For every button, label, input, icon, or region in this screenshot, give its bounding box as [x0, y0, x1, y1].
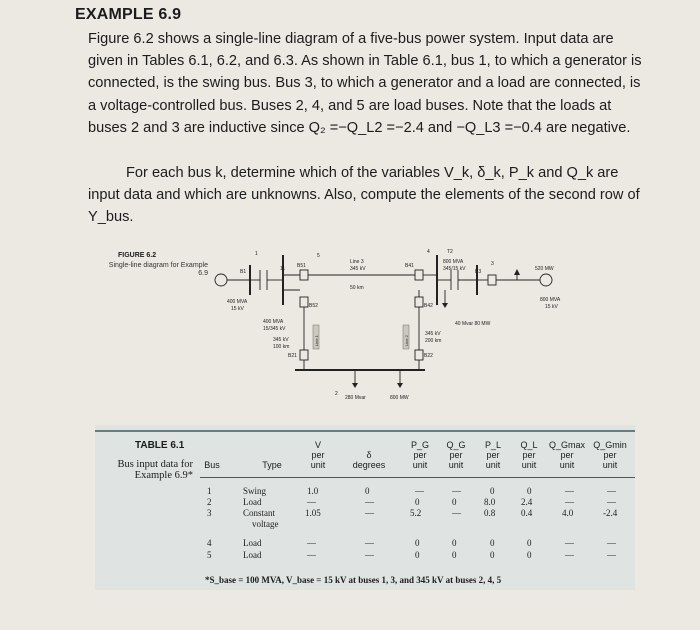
r5-type: Load: [243, 550, 262, 560]
example-heading: EXAMPLE 6.9: [75, 6, 182, 23]
col-qgmax-l3: unit: [559, 460, 575, 470]
col-delta: [344, 450, 394, 470]
generator-1-symbol: [215, 274, 227, 286]
r2-pl: 8.0: [484, 497, 496, 507]
paragraph-1: Figure 6.2 shows a single-line diagram of a five-bus power system. Input data are given in Tables 6.1, 6.2, and 6.3. As shown in Table 6.1, bus 1, to which a generator is connected, is the swing bus. Bus 3, to which a generator and a load are connected, is a voltage-controlled bus. Buses 2, 4, and 5 are load buses. Note that the loads at buses 2 and 3 are inductive since Q₂ =−Q_L2 =−2.4 and −Q_L3 =−0.4 are negative.: [88, 31, 642, 136]
r5-d: —: [365, 550, 374, 560]
r4-ql: 0: [527, 538, 532, 548]
col-qg-l2: per: [449, 450, 463, 460]
bus2-load-q: 280 Mvar: [345, 395, 366, 401]
r3-v: 1.05: [305, 508, 321, 518]
r1-pl: 0: [490, 486, 495, 496]
line2-name: Line 2: [404, 335, 409, 346]
r1-v: 1.0: [307, 486, 319, 496]
gen1-kv: 15 kV: [231, 306, 244, 312]
r5-qg: 0: [452, 550, 457, 560]
r3-qg: —: [452, 508, 461, 518]
line1-km: 100 km: [273, 344, 290, 350]
r3-qgmin: -2.4: [603, 508, 618, 518]
t1-mva: 400 MVA: [263, 319, 284, 325]
r4-d: —: [365, 538, 374, 548]
r3-type-line2: voltage: [252, 519, 279, 529]
label-b21: B21: [288, 353, 297, 359]
table-title: TABLE 6.1: [135, 440, 185, 451]
r1-pg: —: [415, 486, 424, 496]
line3-name: Line 3: [350, 259, 364, 265]
table-caption: Bus input data for Example 6.9*: [117, 459, 193, 481]
breaker-b42: [415, 297, 423, 307]
t2-mva: 800 MVA: [443, 259, 464, 265]
r1-bus: 1: [207, 486, 212, 496]
col-qgmax-l2: per: [560, 450, 574, 460]
table-header-rule: [200, 477, 635, 478]
r5-qgmin: —: [607, 550, 616, 560]
r4-qgmax: —: [565, 538, 574, 548]
bus2-load-p: 800 MW: [390, 395, 409, 401]
generator-3-symbol: [540, 274, 552, 286]
r3-bus: 3: [207, 508, 212, 518]
r2-qgmin: —: [607, 497, 616, 507]
breaker-b51: [300, 270, 308, 280]
r2-v: —: [307, 497, 316, 507]
label-t2: T2: [447, 249, 453, 255]
label-bus3: 3: [491, 261, 494, 267]
col-pg-l3: unit: [412, 460, 428, 470]
label-t1: 11: [280, 266, 286, 272]
line1-kv: 345 kV: [273, 337, 289, 343]
gen1-mva: 400 MVA: [227, 299, 248, 305]
r2-type: Load: [243, 497, 262, 507]
label-bus1: 1: [255, 251, 258, 257]
gen3-mva: 800 MVA: [540, 297, 561, 303]
breaker-b52: [300, 297, 308, 307]
r5-pg: 0: [415, 550, 420, 560]
col-pl-l3: unit: [485, 460, 501, 470]
label-bus5: 5: [317, 253, 320, 259]
r2-qg: 0: [452, 497, 457, 507]
col-pl-l1: P_L: [484, 440, 501, 450]
col-pl: [473, 440, 513, 470]
label-bus2: 2: [335, 391, 338, 397]
label-b3: B3: [475, 269, 482, 275]
table-top-rule: [95, 430, 635, 432]
r5-pl: 0: [490, 550, 495, 560]
col-pl-l2: per: [486, 450, 500, 460]
col-qgmin-l1: Q_Gmin: [593, 440, 627, 450]
col-v: [298, 440, 338, 470]
r2-bus: 2: [207, 497, 212, 507]
r5-v: —: [307, 550, 316, 560]
r1-qgmax: —: [565, 486, 574, 496]
r4-type: Load: [243, 538, 262, 548]
r5-bus: 5: [207, 550, 212, 560]
label-b22: B22: [424, 353, 433, 359]
r4-bus: 4: [207, 538, 212, 548]
r1-ql: 0: [527, 486, 532, 496]
col-delta-l2: degrees: [352, 460, 386, 470]
r2-ql: 2.4: [521, 497, 533, 507]
col-qgmax: [547, 440, 587, 470]
label-b1: B1: [240, 269, 247, 275]
col-v-l1: V: [314, 440, 321, 450]
r2-pg: 0: [415, 497, 420, 507]
r1-d: 0: [365, 486, 370, 496]
r4-v: —: [307, 538, 316, 548]
figure-label: FIGURE 6.2: [118, 252, 157, 259]
gen3-load: 520 MW: [535, 266, 554, 272]
r5-qgmax: —: [565, 550, 574, 560]
r3-pg: 5.2: [410, 508, 422, 518]
table-footnote: *S_base = 100 MVA, V_base = 15 kV at buses 1, 3, and 345 kV at buses 2, 4, 5: [205, 575, 502, 585]
col-qg: [436, 440, 476, 470]
col-qgmax-l1: Q_Gmax: [548, 440, 585, 450]
col-qgmin-l2: per: [603, 450, 617, 460]
col-qg-l1: Q_G: [446, 440, 466, 450]
label-b51: B51: [297, 263, 306, 269]
r4-qgmin: —: [607, 538, 616, 548]
breaker-b21: [300, 350, 308, 360]
r3-qgmax: 4.0: [562, 508, 574, 518]
r3-type: Constant: [243, 508, 276, 518]
r4-qg: 0: [452, 538, 457, 548]
col-pg: [400, 440, 440, 470]
col-ql-l1: Q_L: [520, 440, 538, 450]
r4-pg: 0: [415, 538, 420, 548]
r3-pl: 0.8: [484, 508, 496, 518]
col-bus: Bus: [204, 460, 220, 470]
t1-kv: 15/345 kV: [263, 326, 286, 332]
col-ql: [509, 440, 549, 470]
col-qgmin-l3: unit: [602, 460, 618, 470]
label-b42: B42: [424, 303, 433, 309]
col-ql-l3: unit: [521, 460, 537, 470]
col-qg-l3: unit: [448, 460, 464, 470]
t2-kv: 345/15 kV: [443, 266, 466, 272]
r1-type: Swing: [243, 486, 267, 496]
label-b41: B41: [405, 263, 414, 269]
line3-kv: 345 kV: [350, 266, 366, 272]
col-v-l3: unit: [310, 460, 326, 470]
r4-pl: 0: [490, 538, 495, 548]
line2-km: 200 km: [425, 338, 442, 344]
breaker-b3: [488, 275, 496, 285]
line1-name: Line 1: [314, 335, 319, 346]
r3-ql: 0.4: [521, 508, 533, 518]
paragraph-2: [88, 162, 648, 229]
single-line-diagram: [205, 245, 625, 410]
line2-kv: 345 kV: [425, 331, 441, 337]
r1-qg: —: [452, 486, 461, 496]
figure-caption: Single-line diagram for Example 6.9: [108, 262, 208, 277]
r3-d: —: [365, 508, 374, 518]
line3-km: 50 km: [350, 285, 364, 291]
col-v-l2: per: [311, 450, 325, 460]
gen3-kv: 15 kV: [545, 304, 558, 310]
r1-qgmin: —: [607, 486, 616, 496]
breaker-b41: [415, 270, 423, 280]
col-qgmin: [590, 440, 630, 470]
col-pg-l1: P_G: [410, 440, 429, 450]
col-ql-l2: per: [522, 450, 536, 460]
breaker-b22: [415, 350, 423, 360]
r2-d: —: [365, 497, 374, 507]
bus4-load: 40 Mvar 80 MW: [455, 321, 491, 327]
paragraph-2-text: For each bus k, determine which of the variables V_k, δ_k, P_k and Q_k are input data and which are unknowns. Also, compute the elements of the second row of Y_bus.: [88, 165, 640, 226]
r5-ql: 0: [527, 550, 532, 560]
label-bus4: 4: [427, 249, 430, 255]
r2-qgmax: —: [565, 497, 574, 507]
col-pg-l2: per: [413, 450, 427, 460]
label-b52: B52: [309, 303, 318, 309]
col-delta-l1: δ: [366, 450, 372, 460]
col-type: Type: [262, 460, 282, 470]
